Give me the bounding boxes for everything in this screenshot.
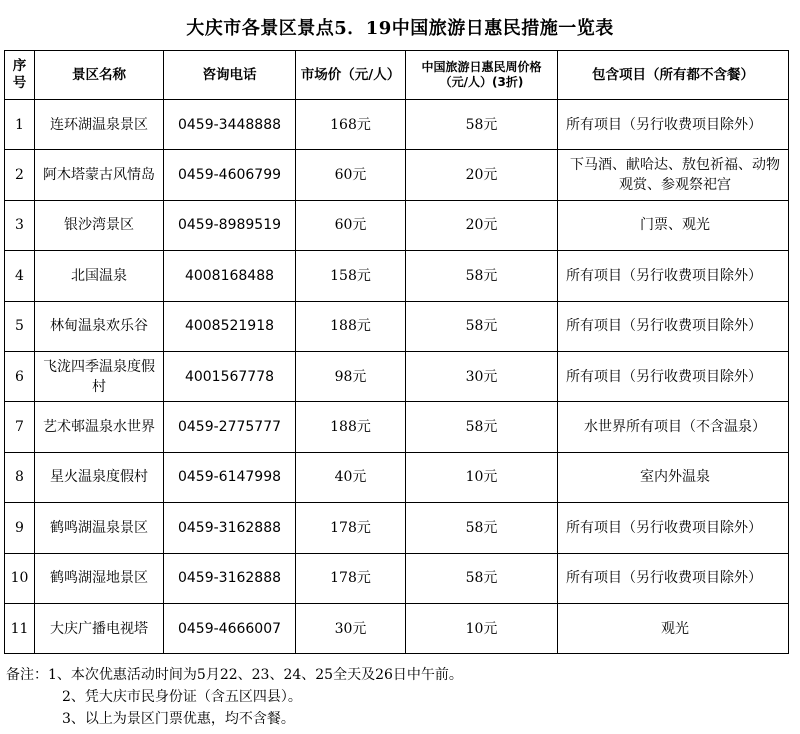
row-phone: 0459-3448888: [164, 100, 296, 150]
row-no: 7: [5, 402, 35, 452]
row-discount-price: 10元: [406, 452, 558, 502]
row-discount-price: 58元: [406, 251, 558, 301]
row-includes: 所有项目（另行收费项目除外）: [558, 301, 789, 351]
row-market-price: 178元: [296, 503, 406, 553]
row-phone: 4008168488: [164, 251, 296, 301]
row-no: 3: [5, 200, 35, 250]
table-row: [5, 150, 789, 200]
row-no: 4: [5, 251, 35, 301]
row-no: 2: [5, 150, 35, 200]
row-name: 鹤鸣湖温泉景区: [35, 503, 164, 553]
note-line-3: 3、以上为景区门票优惠，均不含餐。: [62, 711, 295, 727]
row-includes: 下马酒、献哈达、敖包祈福、动物观赏、参观祭祀宫: [558, 150, 789, 200]
row-includes: 门票、观光: [558, 200, 789, 250]
row-market-price: 40元: [296, 452, 406, 502]
row-discount-price: 58元: [406, 100, 558, 150]
table-row: [5, 603, 789, 653]
row-market-price: 98元: [296, 351, 406, 401]
row-no: 10: [5, 553, 35, 603]
row-name: 星火温泉度假村: [35, 452, 164, 502]
row-phone: 0459-2775777: [164, 402, 296, 452]
row-name: 飞泷四季温泉度假村: [35, 351, 164, 401]
row-name: 阿木塔蒙古风情岛: [35, 150, 164, 200]
table-row: [5, 301, 789, 351]
row-market-price: 178元: [296, 553, 406, 603]
row-name: 银沙湾景区: [35, 200, 164, 250]
table-row: [5, 503, 789, 553]
header-phone: 咨询电话: [164, 51, 296, 100]
table-header-row: [5, 51, 789, 100]
row-includes: 所有项目（另行收费项目除外）: [558, 100, 789, 150]
row-no: 9: [5, 503, 35, 553]
row-includes: 水世界所有项目（不含温泉）: [558, 402, 789, 452]
row-includes: 室内外温泉: [558, 452, 789, 502]
header-market-price: 市场价（元/人）: [296, 51, 406, 100]
row-market-price: 158元: [296, 251, 406, 301]
row-no: 6: [5, 351, 35, 401]
row-discount-price: 20元: [406, 150, 558, 200]
row-includes: 观光: [558, 603, 789, 653]
row-phone: 0459-4606799: [164, 150, 296, 200]
note-line-2: 2、凭大庆市民身份证（含五区四县）。: [62, 689, 302, 705]
row-includes: 所有项目（另行收费项目除外）: [558, 503, 789, 553]
row-discount-price: 20元: [406, 200, 558, 250]
row-no: 1: [5, 100, 35, 150]
row-market-price: 30元: [296, 603, 406, 653]
row-phone: 0459-8989519: [164, 200, 296, 250]
header-includes: 包含项目（所有都不含餐）: [558, 51, 789, 100]
table-row: [5, 100, 789, 150]
row-discount-price: 58元: [406, 503, 558, 553]
row-name: 林甸温泉欢乐谷: [35, 301, 164, 351]
row-discount-price: 58元: [406, 402, 558, 452]
page-title: 大庆市各景区景点5．19中国旅游日惠民措施一览表: [186, 18, 614, 39]
header-discount-price: 中国旅游日惠民周价格（元/人）(3折): [406, 51, 558, 100]
row-includes: 所有项目（另行收费项目除外）: [558, 553, 789, 603]
table-row: [5, 452, 789, 502]
header-name: 景区名称: [35, 51, 164, 100]
row-market-price: 188元: [296, 301, 406, 351]
row-name: 艺术邨温泉水世界: [35, 402, 164, 452]
row-market-price: 60元: [296, 150, 406, 200]
row-phone: 0459-3162888: [164, 503, 296, 553]
row-no: 11: [5, 603, 35, 653]
row-no: 8: [5, 452, 35, 502]
row-phone: 0459-3162888: [164, 553, 296, 603]
table-row: [5, 251, 789, 301]
row-market-price: 188元: [296, 402, 406, 452]
scenic-discount-table: [4, 50, 789, 654]
header-no: 序号: [5, 51, 35, 100]
note-line-1: 备注：1、本次优惠活动时间为5月22、23、24、25全天及26日中午前。: [6, 667, 463, 683]
row-phone: 4001567778: [164, 351, 296, 401]
row-name: 鹤鸣湖湿地景区: [35, 553, 164, 603]
table-row: [5, 200, 789, 250]
table-row: [5, 351, 789, 401]
row-name: 北国温泉: [35, 251, 164, 301]
notes: [6, 664, 463, 730]
table-row: [5, 402, 789, 452]
row-name: 连环湖温泉景区: [35, 100, 164, 150]
row-no: 5: [5, 301, 35, 351]
row-discount-price: 58元: [406, 553, 558, 603]
row-market-price: 168元: [296, 100, 406, 150]
row-name: 大庆广播电视塔: [35, 603, 164, 653]
row-discount-price: 58元: [406, 301, 558, 351]
row-discount-price: 10元: [406, 603, 558, 653]
table-row: [5, 553, 789, 603]
row-includes: 所有项目（另行收费项目除外）: [558, 351, 789, 401]
row-discount-price: 30元: [406, 351, 558, 401]
row-phone: 4008521918: [164, 301, 296, 351]
row-includes: 所有项目（另行收费项目除外）: [558, 251, 789, 301]
row-phone: 0459-4666007: [164, 603, 296, 653]
row-market-price: 60元: [296, 200, 406, 250]
row-phone: 0459-6147998: [164, 452, 296, 502]
